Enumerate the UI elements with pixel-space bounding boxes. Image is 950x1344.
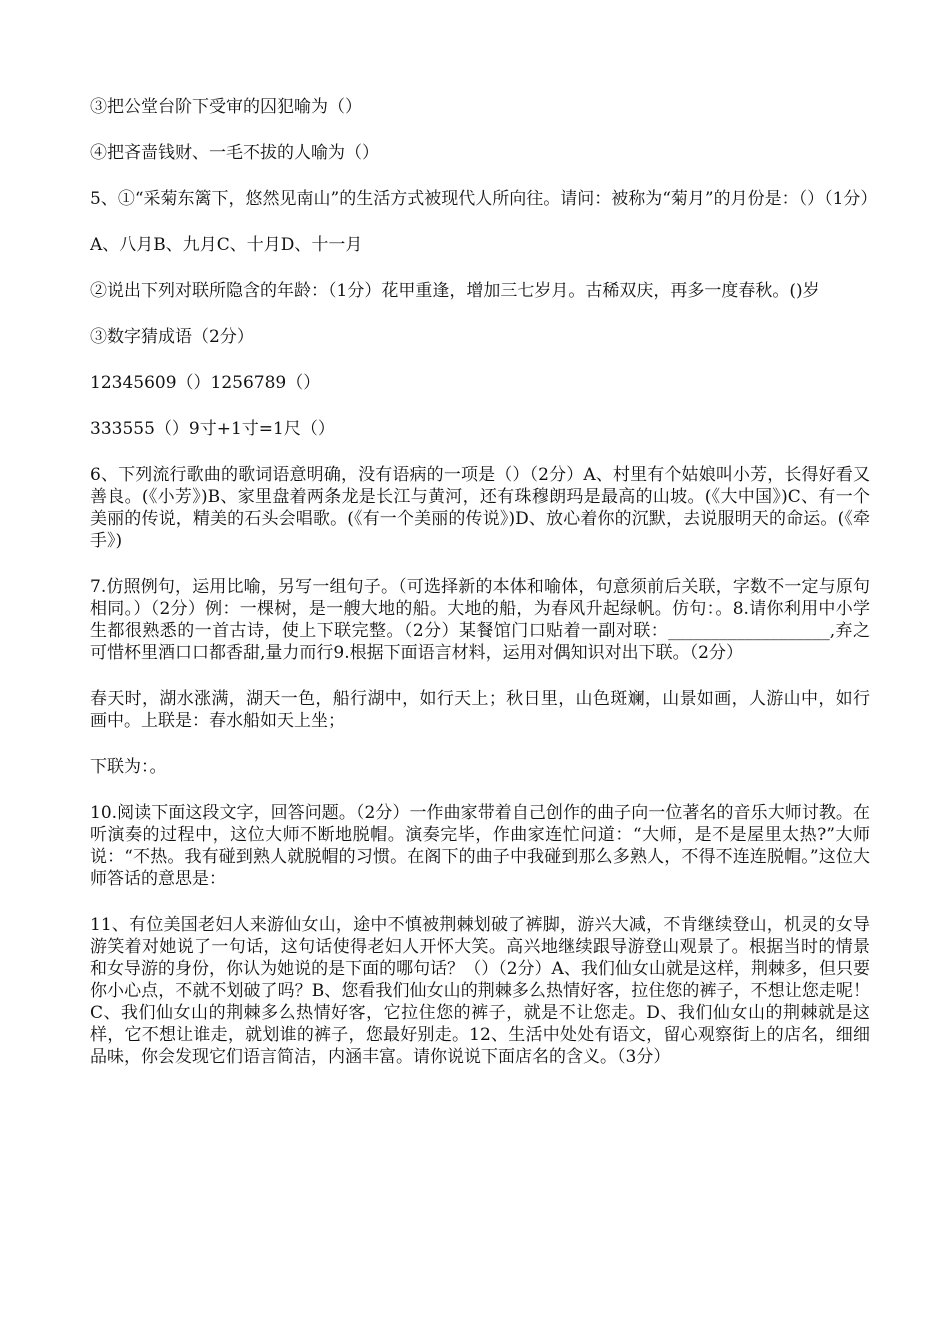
number-idiom-row-1: 12345609（）1256789（）: [90, 373, 321, 393]
item-3-prisoner: ③把公堂台阶下受审的囚犯喻为（）: [90, 97, 362, 117]
item-4-miser: ④把吝啬钱财、一毛不拔的人喻为（）: [90, 143, 379, 163]
document-page: [90, 96, 878, 1092]
number-idiom-row-2: 333555（）9寸+1寸=1尺（）: [90, 419, 335, 439]
question-6-lyrics: 6、下列流行歌曲的歌词语意明确，没有语病的一项是（）（2分）A、村里有个姑娘叫小芳，长得好看又善良。(《小芳》)B、家里盘着两条龙是长江与黄河，还有珠穆朗玛是最高的山坡。(《大中国》)C、有一个美丽的传说，精美的石头会唱歌。(《有一个美丽的传说》)D、放心着你的沉默，去说服明天的命运。(《牵手》): [90, 465, 870, 551]
question-5-chrysanthemum-month: 5、①“采菊东篱下，悠然见南山”的生活方式被现代人所向往。请问：被称为“菊月”的月份是：（）（1分）: [90, 189, 878, 209]
questions-11-12: 11、有位美国老妇人来游仙女山，途中不慎被荆棘划破了裤脚，游兴大减，不肯继续登山，机灵的女导游笑着对她说了一句话，这句话使得老妇人开怀大笑。高兴地继续跟导游登山观景了。根据当时的情景和女导游的身份，你认为她说的是下面的哪句话？（）（2分）A、我们仙女山就是这样，荆棘多，但只要你小心点，不就不划破了吗？B、您看我们仙女山的荆棘多么热情好客，拉住您的裤子，不想让您走呢！C、我们仙女山的荆棘多么热情好客，它拉住您的裤子，就是不让您走。D、我们仙女山的荆棘就是这样，它不想让谁走，就划谁的裤子，您最好别走。12、生活中处处有语文，留心观察街上的店名，细细品味，你会发现它们语言简洁，内涵丰富。请你说说下面店名的含义。（3分）: [90, 915, 870, 1067]
lower-couplet-answer: 下联为：。: [90, 757, 167, 777]
questions-7-9: 7.仿照例句，运用比喻，另写一组句子。（可选择新的本体和喻体，句意须前后关联，字数不一定与原句相同。）（2分）例：一棵树，是一艘大地的船。大地的船，为春风升起绿帆。仿句：。8.请你利用中小学生都很熟悉的一首古诗，使上下联完整。（2分）某餐馆门口贴着一副对联：___________________,弃之可惜杯里酒口口都香甜,量力而行9.根据下面语言材料，运用对偶知识对出下联。（2分）: [90, 577, 870, 663]
lake-material: 春天时，湖水涨满，湖天一色，船行湖中，如行天上；秋日里，山色斑斓，山景如画，人游山中，如行画中。上联是：春水船如天上坐；: [90, 689, 870, 731]
question-5-couplet-age: ②说出下列对联所隐含的年龄：（1分）花甲重逢，增加三七岁月。古稀双庆，再多一度春秋。()岁: [90, 281, 820, 301]
question-5-options: A、八月B、九月C、十月D、十一月: [90, 235, 363, 255]
question-10-composer: 10.阅读下面这段文字，回答问题。（2分）一作曲家带着自己创作的曲子向一位著名的音乐大师讨教。在听演奏的过程中，这位大师不断地脱帽。演奏完毕，作曲家连忙问道：“大师，是不是屋里太热?”大师说：“不热。我有碰到熟人就脱帽的习惯。在阁下的曲子中我碰到那么多熟人，不得不连连脱帽。”这位大师答话的意思是：: [90, 803, 870, 889]
question-5-number-idiom: ③数字猜成语（2分）: [90, 327, 254, 347]
